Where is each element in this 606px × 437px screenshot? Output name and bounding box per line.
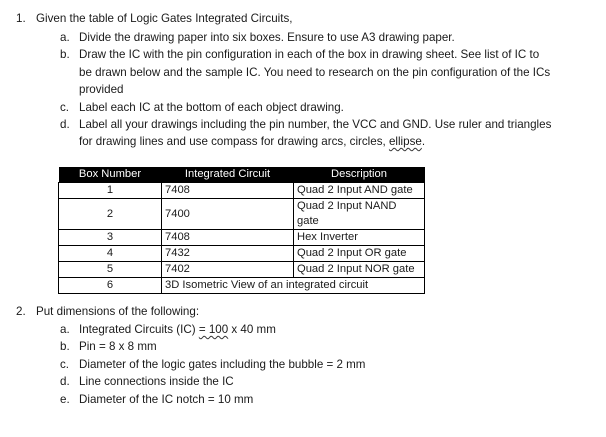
q2-item-a-before: Integrated Circuits (IC): [79, 323, 199, 336]
cell-box: 6: [59, 278, 162, 294]
q1-item-b-letter: b.: [60, 48, 70, 61]
q1-item-d-line1: Label all your drawings including the pin number, the VCC and GND. Use ruler and triangles: [79, 118, 552, 131]
q2-number: 2.: [16, 305, 26, 318]
cell-description: Quad 2 Input NAND gate: [294, 199, 425, 230]
q1-item-b-line2: be drawn below and the sample IC. You need to research on the pin configuration of the ICs: [79, 66, 551, 79]
q2-item-a-letter: a.: [60, 323, 70, 336]
table-header-row: [59, 167, 425, 183]
header-box-number: Box Number: [59, 167, 162, 183]
table-row: [59, 246, 425, 262]
q1-item-d-letter: d.: [60, 118, 70, 131]
cell-description: Quad 2 Input AND gate: [294, 183, 425, 199]
q1-item-d-line2-text: for drawing lines and use compass for drawing arcs, circles,: [79, 135, 389, 148]
q2-item-d-letter: d.: [60, 375, 70, 388]
spellcheck-value: = 100: [198, 323, 229, 336]
spellcheck-word: ellipse: [388, 135, 422, 148]
q1-item-d-line2: [79, 133, 425, 150]
q2-item-a-after: x 40 mm: [228, 323, 276, 336]
header-integrated-circuit: Integrated Circuit: [162, 167, 294, 183]
q2-intro: Put dimensions of the following:: [36, 305, 200, 318]
q1-item-b-line1: Draw the IC with the pin configuration in each of the box in drawing sheet. See list of IC to: [79, 48, 540, 61]
cell-ic: 7400: [162, 199, 294, 230]
cell-box: 2: [59, 199, 162, 230]
cell-description: Hex Inverter: [294, 230, 425, 246]
q1-item-c-text: Label each IC at the bottom of each object drawing.: [79, 101, 344, 114]
cell-description: Quad 2 Input NOR gate: [294, 262, 425, 278]
table-row: [59, 262, 425, 278]
table-row: [59, 183, 425, 199]
table-row: [59, 278, 425, 294]
cell-ic: 7408: [162, 183, 294, 199]
q1-item-d-period: .: [421, 135, 426, 148]
cell-ic: 7408: [162, 230, 294, 246]
logic-gates-table: [58, 167, 425, 294]
q1-item-a-letter: a.: [60, 31, 70, 44]
cell-span-description: 3D Isometric View of an integrated circuit: [162, 278, 425, 294]
q1-item-c-letter: c.: [60, 101, 70, 114]
q1-number: 1.: [16, 12, 26, 25]
q2-item-e-text: Diameter of the IC notch = 10 mm: [79, 393, 254, 406]
cell-box: 3: [59, 230, 162, 246]
q2-item-b-text: Pin = 8 x 8 mm: [79, 340, 157, 353]
table-row: [59, 230, 425, 246]
q2-item-c-text: Diameter of the logic gates including the bubble = 2 mm: [79, 358, 366, 371]
q1-intro: Given the table of Logic Gates Integrated Circuits,: [36, 12, 293, 25]
header-description: Description: [294, 167, 425, 183]
q2-item-c-letter: c.: [60, 358, 70, 371]
cell-ic: 7402: [162, 262, 294, 278]
q2-item-e-letter: e.: [60, 393, 70, 406]
q1-item-b-line3: provided: [79, 83, 124, 96]
q1-item-a-text: Divide the drawing paper into six boxes. Ensure to use A3 drawing paper.: [79, 31, 455, 44]
table-row: [59, 199, 425, 230]
q2-item-d-text: Line connections inside the IC: [79, 375, 234, 388]
cell-box: 5: [59, 262, 162, 278]
cell-description: Quad 2 Input OR gate: [294, 246, 425, 262]
cell-box: 1: [59, 183, 162, 199]
cell-ic: 7432: [162, 246, 294, 262]
cell-box: 4: [59, 246, 162, 262]
q2-item-b-letter: b.: [60, 340, 70, 353]
q2-item-a-text: [79, 321, 276, 338]
